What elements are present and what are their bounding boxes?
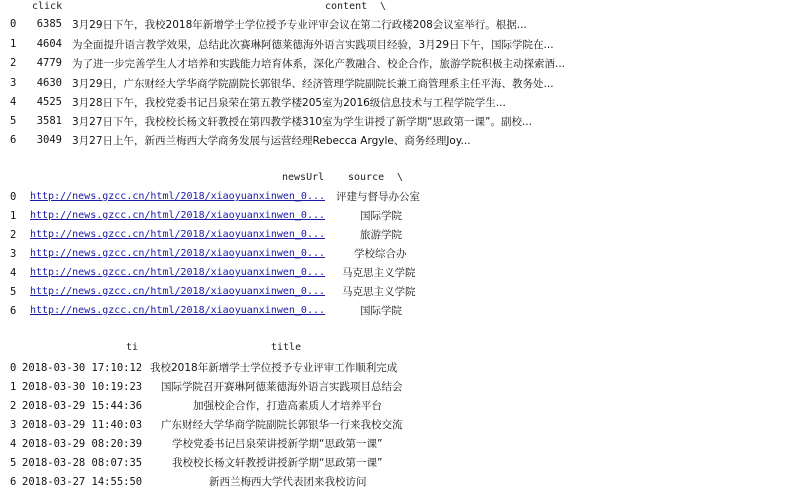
- row-index: 3: [10, 77, 17, 89]
- title-cell: 我校2018年新增学士学位授予专业评审工作顺利完成: [150, 362, 398, 374]
- news-url-link[interactable]: http://news.gzcc.cn/html/2018/xiaoyuanxinwen_0...: [30, 267, 326, 278]
- row-index: 1: [10, 38, 17, 50]
- content-cell: 为全面提升语言教学效果，总结此次赛琳阿德莱德海外语言实践项目经验，3月29日下午，国际学院在...: [72, 39, 554, 51]
- title-cell: 国际学院召开赛琳阿德莱德海外语言实践项目总结会: [161, 381, 403, 393]
- row-index: 0: [10, 362, 17, 374]
- row-index: 3: [10, 248, 17, 260]
- timestamp-cell: 2018-03-29 15:44:36: [22, 400, 143, 412]
- source-cell: 评建与督导办公室: [336, 191, 420, 203]
- row-index: 0: [10, 191, 17, 203]
- content-cell: 3月29日下午，我校2018年新增学士学位授予专业评审会议在第二行政楼208会议室举行。根据...: [72, 19, 527, 31]
- news-url-link[interactable]: http://news.gzcc.cn/html/2018/xiaoyuanxinwen_0...: [30, 229, 326, 240]
- row-index: 6: [10, 476, 17, 488]
- title-cell: 我校校长杨文轩教授讲授新学期“思政第一课”: [172, 457, 383, 469]
- source-cell: 学校综合办: [354, 248, 407, 260]
- click-count: 4779: [36, 57, 62, 69]
- row-index: 5: [10, 115, 17, 127]
- content-cell: 3月29日，广东财经大学华商学院副院长郭银华、经济管理学院副院长兼工商管理系主任平海、教务处...: [72, 78, 554, 90]
- row-index: 6: [10, 134, 17, 146]
- row-index: 5: [10, 457, 17, 469]
- row-index: 3: [10, 419, 17, 431]
- source-cell: 国际学院: [360, 305, 402, 317]
- news-url-link[interactable]: http://news.gzcc.cn/html/2018/xiaoyuanxinwen_0...: [30, 305, 326, 316]
- row-index: 2: [10, 229, 17, 241]
- content-cell: 为了进一步完善学生人才培养和实践能力培育体系，深化产教融合、校企合作，旅游学院积极主动探索酒...: [72, 58, 566, 70]
- source-cell: 国际学院: [360, 210, 402, 222]
- source-cell: 旅游学院: [360, 229, 402, 241]
- content-cell: 3月27日上午，新西兰梅西大学商务发展与运营经理Rebecca Argyle、商务经理Joy...: [72, 135, 471, 147]
- news-url-link[interactable]: http://news.gzcc.cn/html/2018/xiaoyuanxinwen_0...: [30, 210, 326, 221]
- row-index: 1: [10, 210, 17, 222]
- title-cell: 新西兰梅西大学代表团来我校访问: [209, 476, 367, 488]
- source-cell: 马克思主义学院: [342, 267, 416, 279]
- column-header-continuation: \: [397, 172, 404, 183]
- click-count: 3049: [36, 134, 62, 146]
- timestamp-cell: 2018-03-29 08:20:39: [22, 438, 143, 450]
- column-header-ti: ti: [126, 342, 139, 353]
- timestamp-cell: 2018-03-30 17:10:12: [22, 362, 143, 374]
- timestamp-cell: 2018-03-29 11:40:03: [22, 419, 143, 431]
- row-index: 2: [10, 57, 17, 69]
- row-index: 4: [10, 96, 17, 108]
- column-header-title: title: [271, 342, 302, 353]
- click-count: 6385: [36, 18, 62, 30]
- row-index: 6: [10, 305, 17, 317]
- title-cell: 加强校企合作，打造高素质人才培养平台: [193, 400, 382, 412]
- news-url-link[interactable]: http://news.gzcc.cn/html/2018/xiaoyuanxinwen_0...: [30, 286, 326, 297]
- column-header-content: content: [325, 1, 368, 12]
- timestamp-cell: 2018-03-27 14:55:50: [22, 476, 143, 488]
- timestamp-cell: 2018-03-30 10:19:23: [22, 381, 143, 393]
- column-header-newsurl: newsUrl: [282, 172, 325, 183]
- click-count: 4604: [36, 38, 62, 50]
- content-cell: 3月27日下午，我校校长杨文轩教授在第四教学楼310室为学生讲授了新学期“思政第一课”。副校...: [72, 116, 532, 128]
- news-url-link[interactable]: http://news.gzcc.cn/html/2018/xiaoyuanxinwen_0...: [30, 248, 326, 259]
- row-index: 5: [10, 286, 17, 298]
- click-count: 3581: [36, 115, 62, 127]
- column-header-source: source: [348, 172, 385, 183]
- row-index: 0: [10, 18, 17, 30]
- click-count: 4630: [36, 77, 62, 89]
- row-index: 4: [10, 267, 17, 279]
- source-cell: 马克思主义学院: [342, 286, 416, 298]
- row-index: 4: [10, 438, 17, 450]
- row-index: 2: [10, 400, 17, 412]
- column-header-continuation: \: [380, 1, 387, 12]
- click-count: 4525: [36, 96, 62, 108]
- title-cell: 学校党委书记吕泉荣讲授新学期“思政第一课”: [172, 438, 383, 450]
- column-header-click: click: [32, 1, 63, 12]
- content-cell: 3月28日下午，我校党委书记吕泉荣在第五教学楼205室为2016级信息技术与工程学院学生...: [72, 97, 506, 109]
- title-cell: 广东财经大学华商学院副院长郭银华一行来我校交流: [161, 419, 403, 431]
- timestamp-cell: 2018-03-28 08:07:35: [22, 457, 143, 469]
- news-url-link[interactable]: http://news.gzcc.cn/html/2018/xiaoyuanxinwen_0...: [30, 191, 326, 202]
- row-index: 1: [10, 381, 17, 393]
